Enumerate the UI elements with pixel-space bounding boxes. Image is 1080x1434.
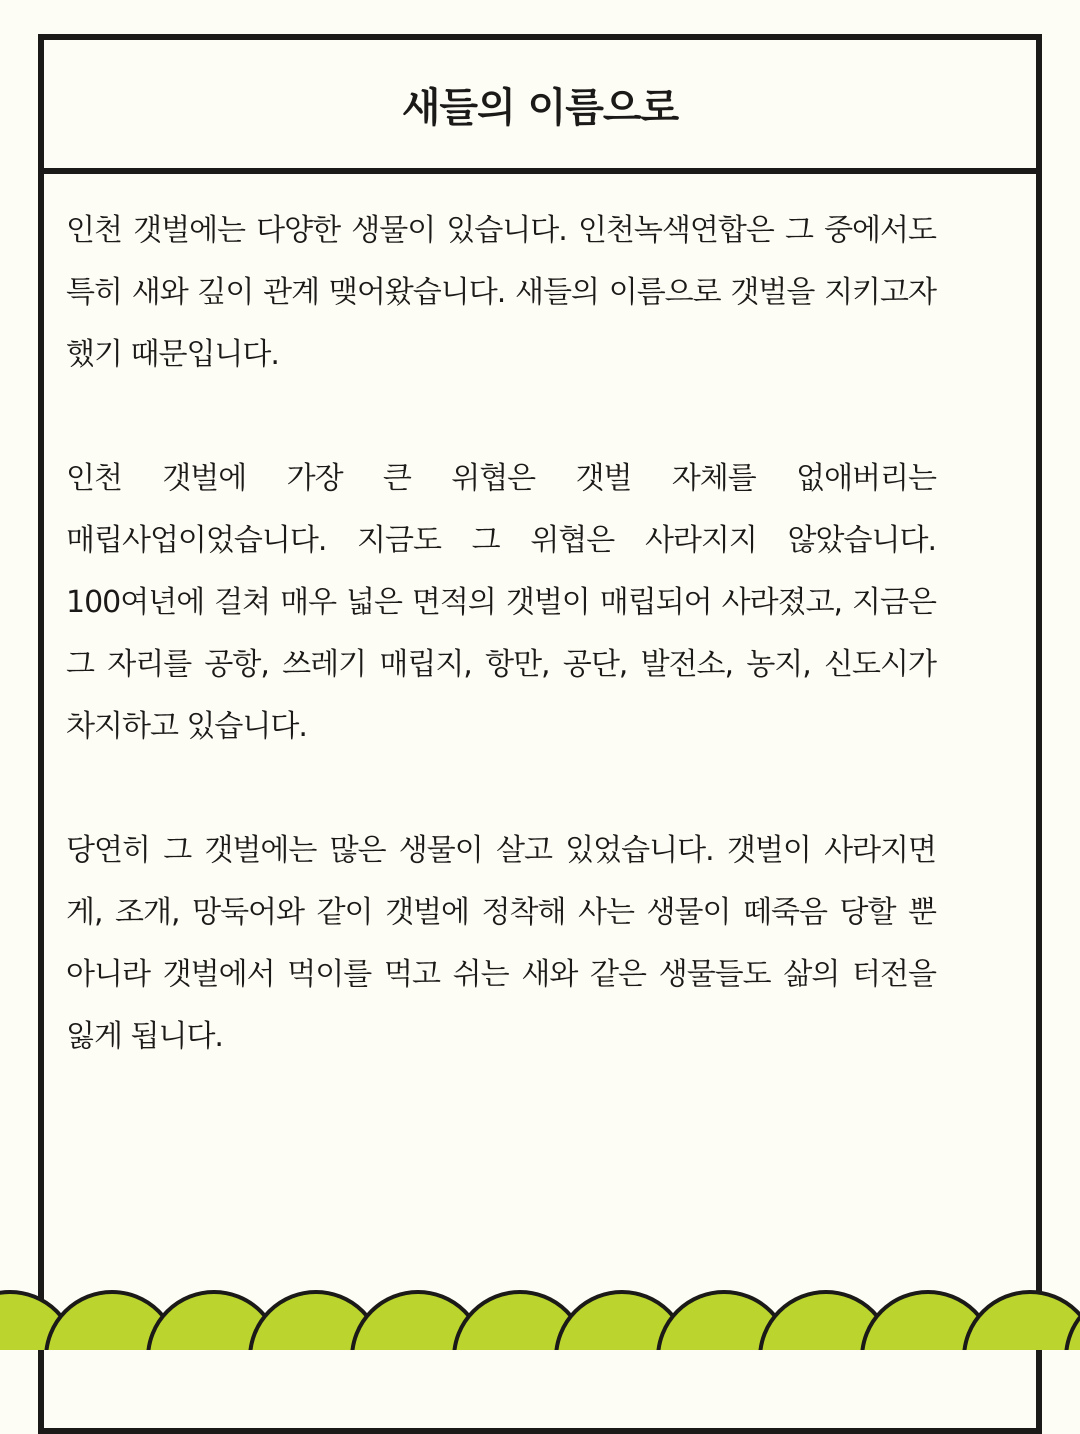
scallop-border (0, 1285, 1080, 1350)
scallop-circle (964, 1292, 1080, 1350)
paragraph-1: 인천 갯벌에는 다양한 생물이 있습니다. 인천녹색연합은 그 중에서도 특히 새와 깊이 관계 맺어왔습니다. 새들의 이름으로 갯벌을 지키고자 했기 때문입니다. (66, 213, 936, 372)
body-text (66, 200, 936, 1130)
paragraph-3: 당연히 그 갯벌에는 많은 생물이 살고 있었습니다. 갯벌이 사라지면 게, 조개, 망둑어와 같이 갯벌에 정착해 사는 생물이 떼죽음 당할 뿐 아니라 갯벌에서 먹이를 먹고 쉬는 새와 같은 생물들도 삶의 터전을 잃게 됩니다. (66, 833, 936, 1054)
title-bar (44, 40, 1036, 174)
paragraph-2: 인천 갯벌에 가장 큰 위협은 갯벌 자체를 없애버리는 매립사업이었습니다. 지금도 그 위협은 사라지지 않았습니다. 100여년에 걸쳐 매우 넓은 면적의 갯벌이 매립되어 사라졌고, 지금은 그 자리를 공항, 쓰레기 매립지, 항만, 공단, 발전소, 농지, 신도시가 차지하고 있습니다. (66, 461, 936, 744)
page-title: 새들의 이름으로 (401, 84, 679, 131)
